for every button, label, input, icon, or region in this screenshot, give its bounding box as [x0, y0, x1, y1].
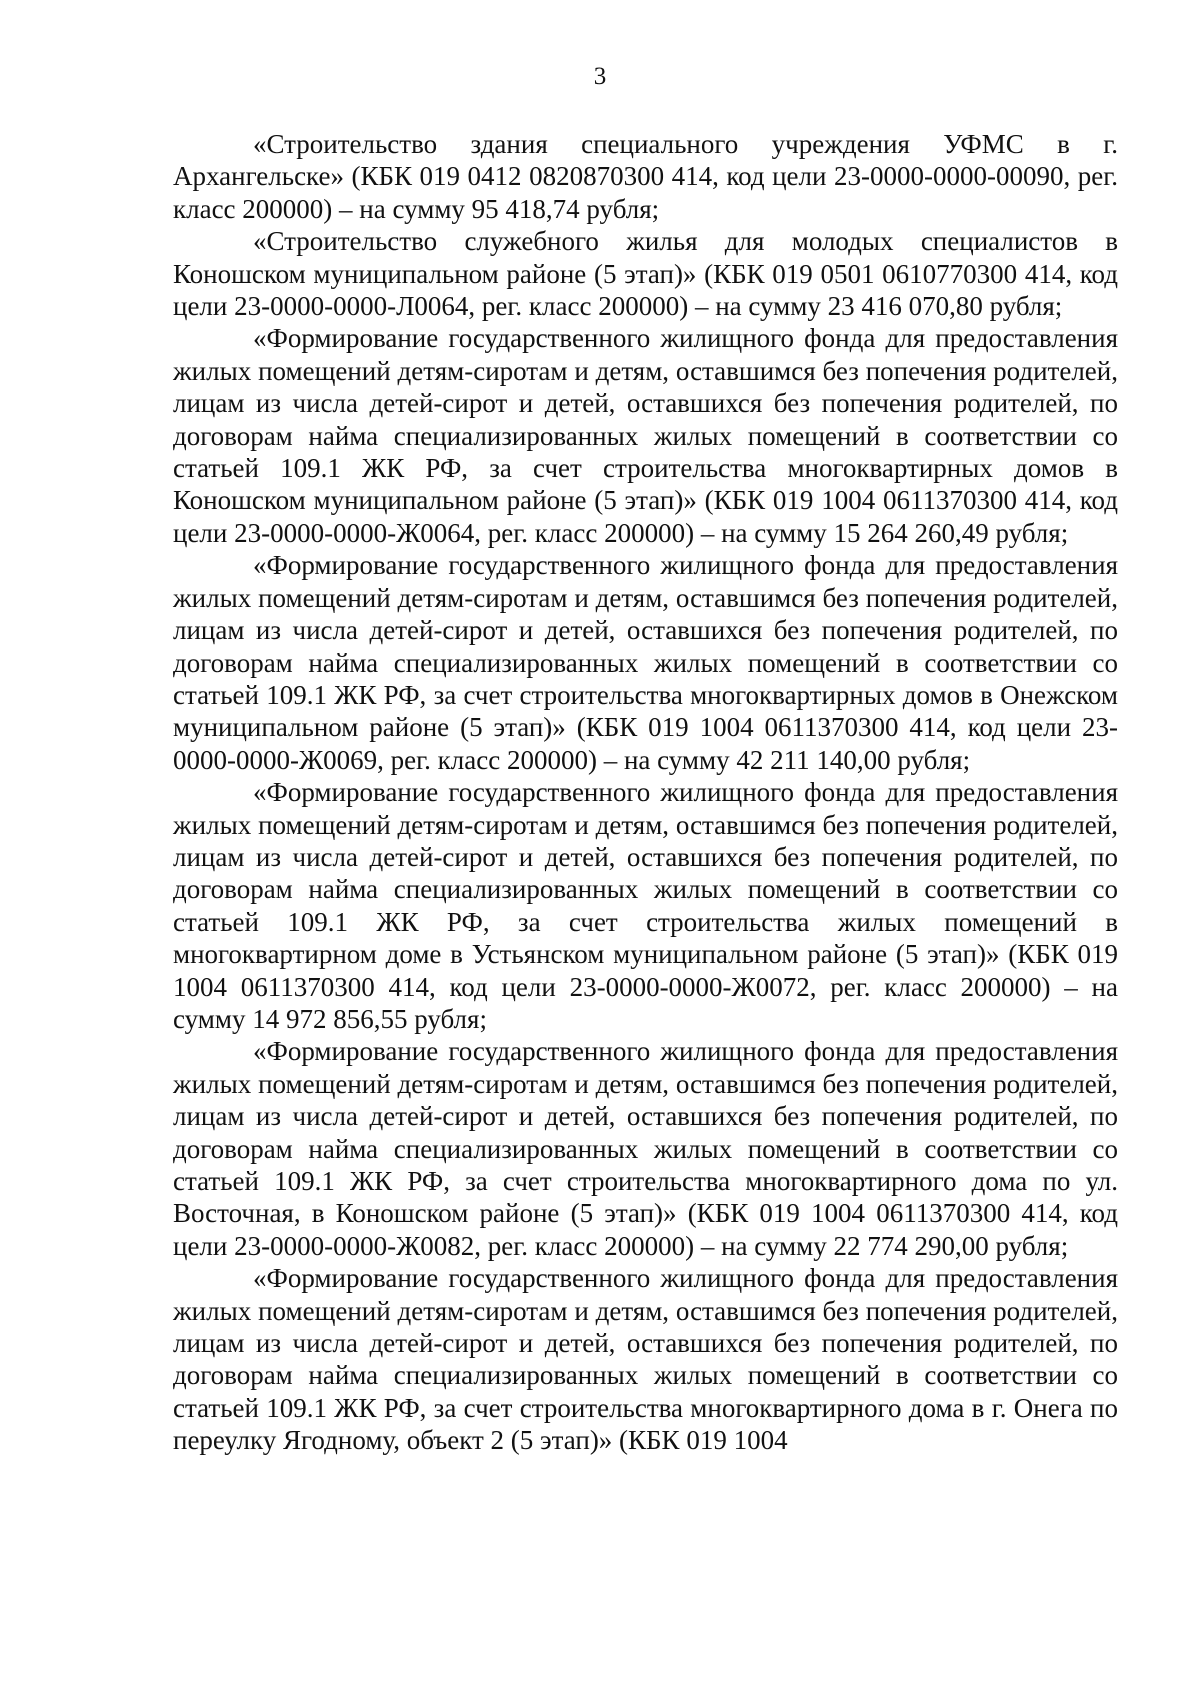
paragraph-vostochnaya-orphans-housing: «Формирование государственного жилищного фонда для предоставления жилых помещений детям-сиротам и детям, оставшимся без попечения родителей, лицам из числа детей-сирот и детей, оставшихся без попечения родителей, по договорам найма специализированных жилых помещений в соответствии со статьей 109.1 ЖК РФ, за счет строительства многоквартирного дома по ул. Восточная, в Коношском районе (5 этап)» (КБК 019 1004 0611370300 414, код цели 23-0000-0000-Ж0082, рег. класс 200000) – на сумму 22 774 290,00 рубля;	[173, 1036, 1118, 1261]
paragraph-yagodny-orphans-housing: «Формирование государственного жилищного фонда для предоставления жилых помещений детям-сиротам и детям, оставшимся без попечения родителей, лицам из числа детей-сирот и детей, оставшихся без попечения родителей, по договорам найма специализированных жилых помещений в соответствии со статьей 109.1 ЖК РФ, за счет строительства многоквартирного дома в г. Онега по переулку Ягодному, объект 2 (5 этап)» (КБК 019 1004	[173, 1263, 1118, 1456]
paragraph-ustya-orphans-housing: «Формирование государственного жилищного фонда для предоставления жилых помещений детям-сиротам и детям, оставшимся без попечения родителей, лицам из числа детей-сирот и детей, оставшихся без попечения родителей, по договорам найма специализированных жилых помещений в соответствии со статьей 109.1 ЖК РФ, за счет строительства жилых помещений в многоквартирном доме в Устьянском муниципальном районе (5 этап)» (КБК 019 1004 0611370300 414, код цели 23-0000-0000-Ж0072, рег. класс 200000) – на сумму 14 972 856,55 рубля;	[173, 777, 1118, 1034]
paragraph-konosha-specialists-housing: «Строительство служебного жилья для молодых специалистов в Коношском муниципальном районе (5 этап)» (КБК 019 0501 0610770300 414, код цели 23-0000-0000-Л0064, рег. класс 200000) – на сумму 23 416 070,80 рубля;	[173, 226, 1118, 322]
paragraph-onega-orphans-housing: «Формирование государственного жилищного фонда для предоставления жилых помещений детям-сиротам и детям, оставшимся без попечения родителей, лицам из числа детей-сирот и детей, оставшихся без попечения родителей, по договорам найма специализированных жилых помещений в соответствии со статьей 109.1 ЖК РФ, за счет строительства многоквартирных домов в Онежском муниципальном районе (5 этап)» (КБК 019 1004 0611370300 414, код цели 23-0000-0000-Ж0069, рег. класс 200000) – на сумму 42 211 140,00 рубля;	[173, 550, 1118, 775]
paragraph-konosha-orphans-housing: «Формирование государственного жилищного фонда для предоставления жилых помещений детям-сиротам и детям, оставшимся без попечения родителей, лицам из числа детей-сирот и детей, оставшихся без попечения родителей, по договорам найма специализированных жилых помещений в соответствии со статьей 109.1 ЖК РФ, за счет строительства многоквартирных домов в Коношском муниципальном районе (5 этап)» (КБК 019 1004 0611370300 414, код цели 23-0000-0000-Ж0064, рег. класс 200000) – на сумму 15 264 260,49 рубля;	[173, 323, 1118, 548]
document-body	[173, 128, 1118, 1457]
paragraph-ufms-building: «Строительство здания специального учреждения УФМС в г. Архангельске» (КБК 019 0412 0820870300 414, код цели 23-0000-0000-00090, рег. класс 200000) – на сумму 95 418,74 рубля;	[173, 129, 1118, 224]
page-number: 3	[593, 63, 607, 90]
